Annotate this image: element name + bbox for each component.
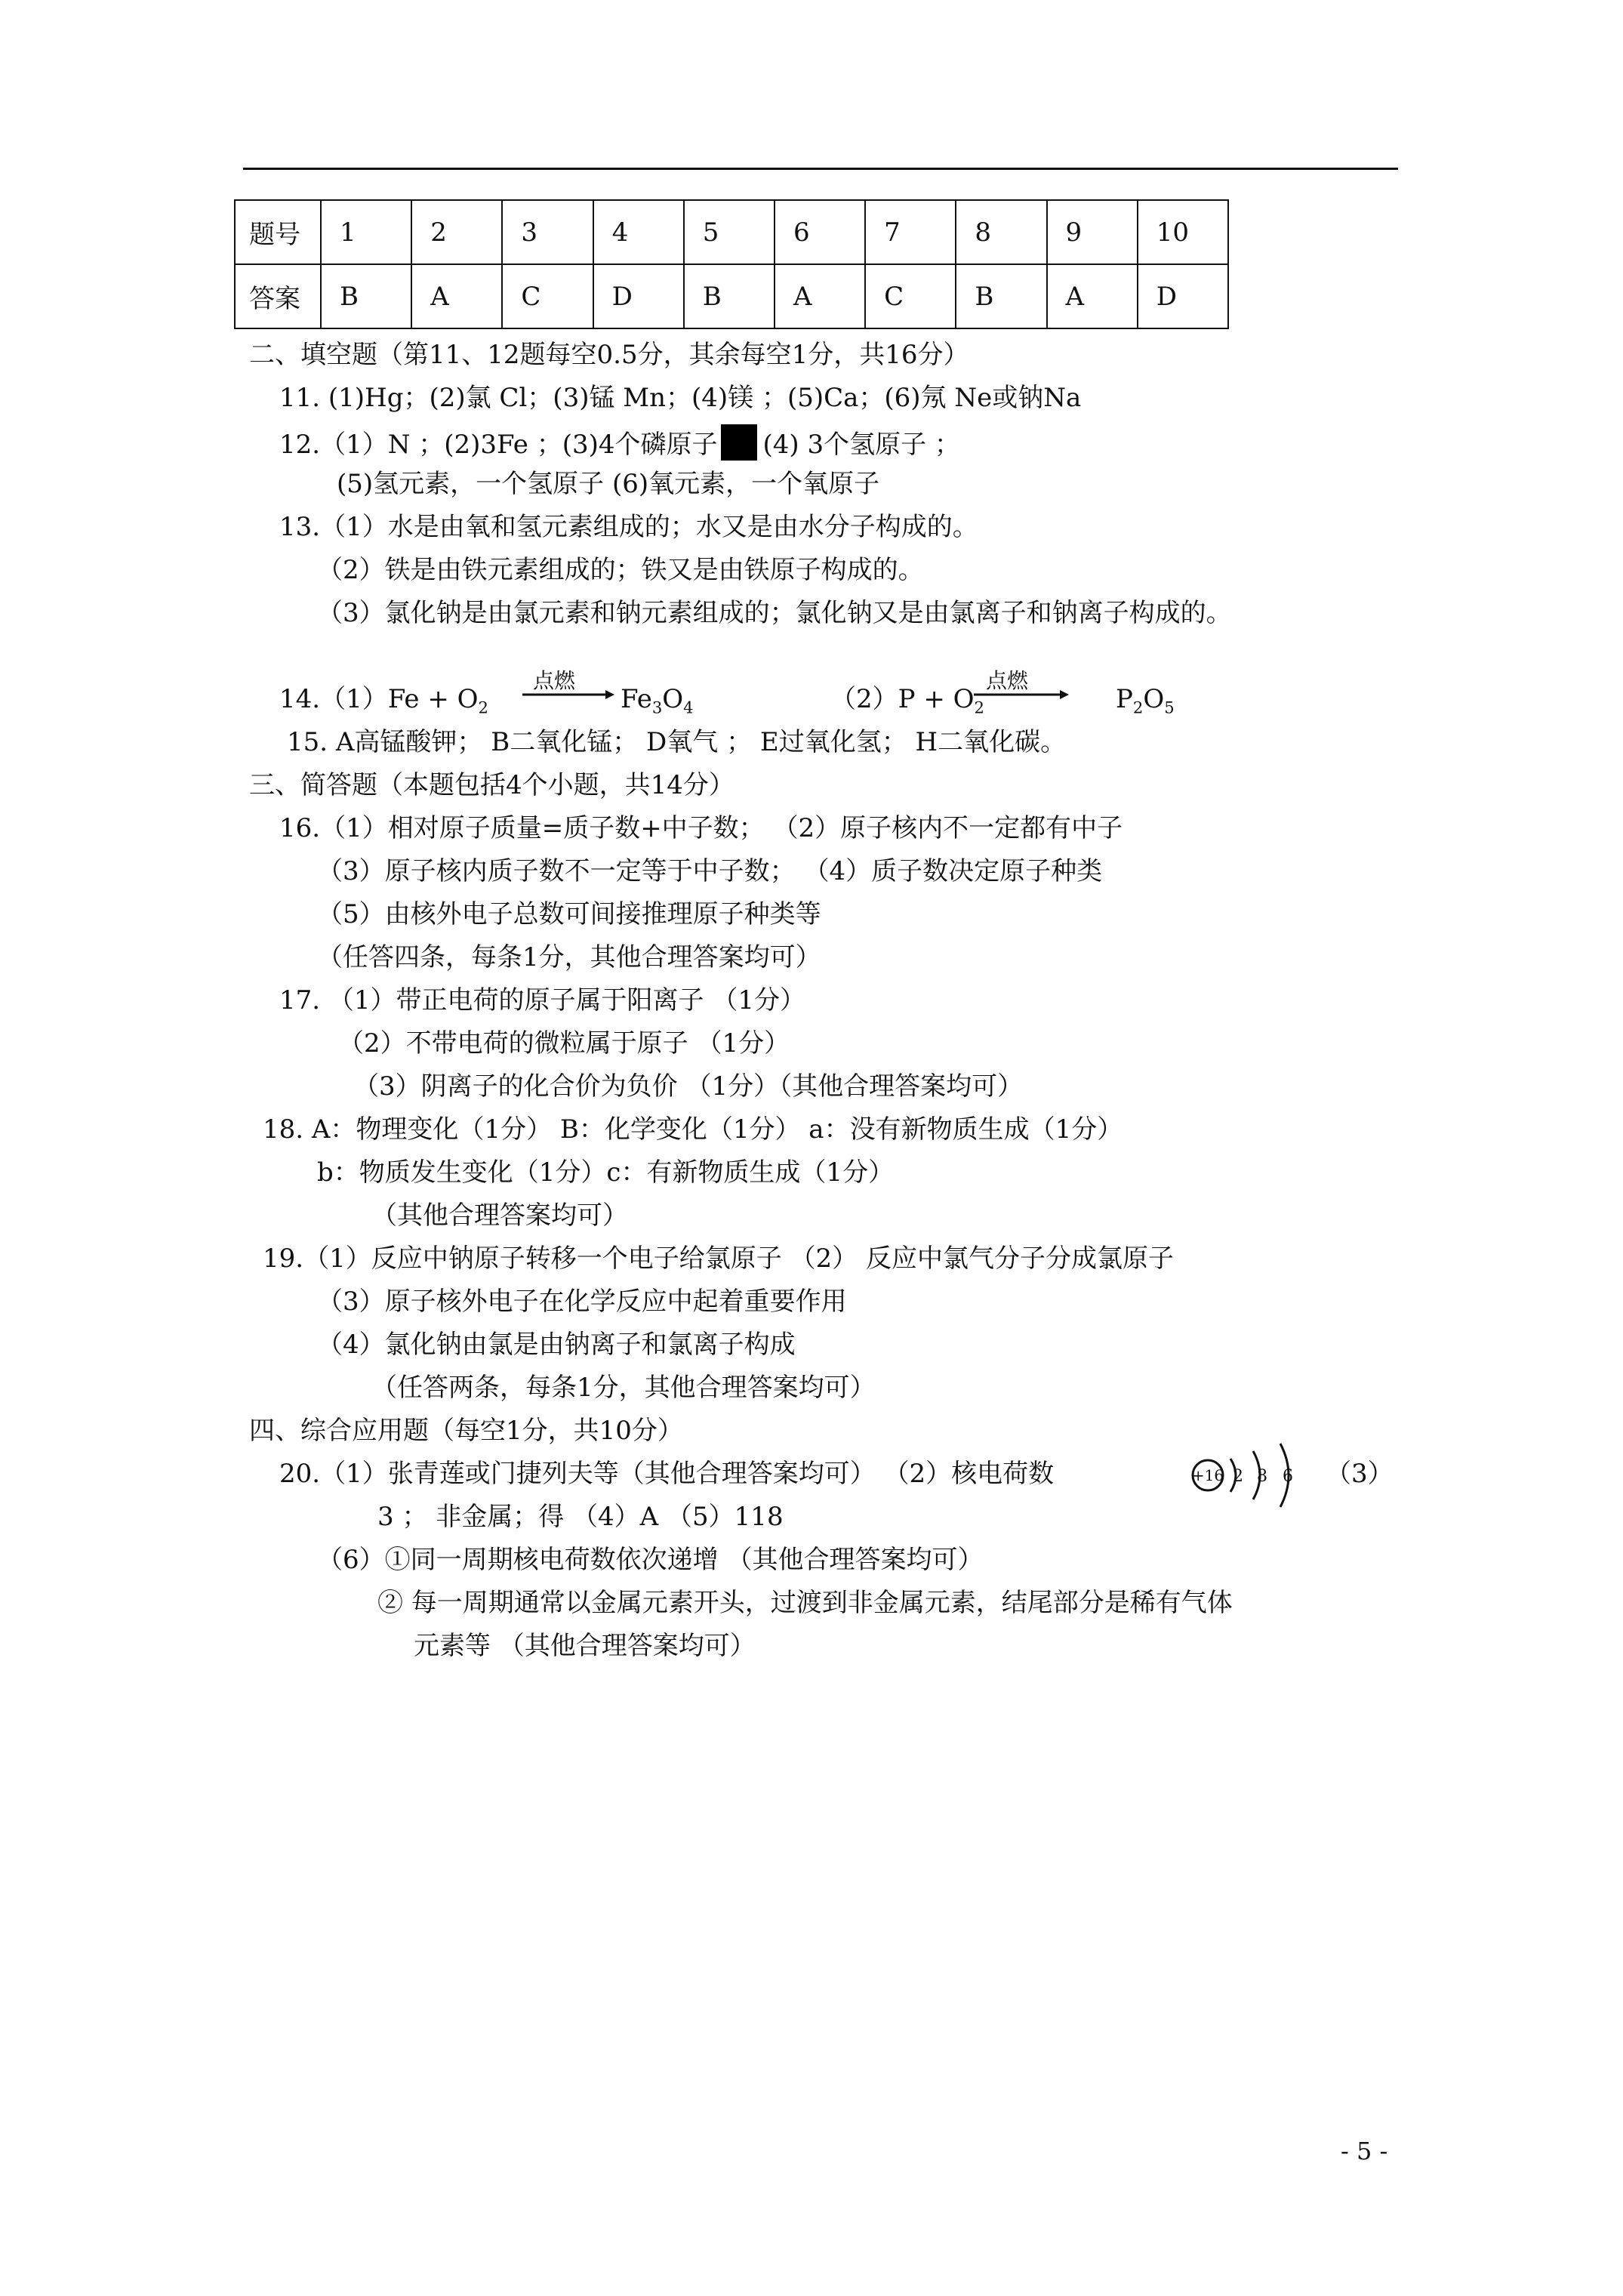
answer-20-5: 元素等 （其他合理答案均可） (414, 1631, 756, 1661)
answer-14-eq2-reactants (830, 683, 984, 716)
shell-electrons-2: 8 (1257, 1467, 1267, 1486)
answer-table (234, 199, 1229, 329)
answer-13-3: （3）氯化钠是由氯元素和钠元素组成的；氯化钠又是由氯离子和钠离子构成的。 (317, 598, 1232, 628)
table-cell: A (775, 264, 865, 328)
shell-electrons-3: 6 (1283, 1467, 1293, 1486)
eq2-sub5: 5 (1164, 698, 1175, 717)
eq2-reactants-text: （2）P + O (830, 684, 975, 714)
section-3-title: 三、简答题（本题包括4个小题，共14分） (249, 770, 735, 800)
answer-19-2: （3）原子核外电子在化学反应中起着重要作用 (317, 1287, 847, 1317)
section-2-title: 二、填空题（第11、12题每空0.5分，其余每空1分，共16分） (249, 340, 969, 370)
eq1-subscript: 2 (478, 698, 488, 717)
page-number: - 5 - (1341, 2137, 1388, 2165)
answer-13-2: （2）铁是由铁元素组成的；铁又是由铁原子构成的。 (317, 555, 924, 585)
answer-12-part2: (4) 3个氢原子 ； (762, 430, 960, 460)
answer-17-1: 17. （1）带正电荷的原子属于阳离子 （1分） (279, 985, 805, 1015)
table-cell: B (684, 264, 775, 328)
eq2-arrow-icon (972, 689, 1070, 701)
answer-18-2: b：物质发生变化（1分）c：有新物质生成（1分） (317, 1157, 895, 1188)
answer-17-3: （3）阴离子的化合价为负价 （1分）（其他合理答案均可） (353, 1071, 1024, 1102)
answer-20-4: ② 每一周期通常以金属元素开头，过渡到非金属元素，结尾部分是稀有气体 (377, 1588, 1233, 1618)
section-4-title: 四、综合应用题（每空1分，共10分） (249, 1416, 683, 1446)
answer-20-1-part3: （3） (1326, 1459, 1394, 1489)
eq2-subscript: 2 (974, 698, 984, 717)
answer-16-3: （5）由核外电子总数可间接推理原子种类等 (317, 899, 821, 929)
table-cell: A (411, 264, 502, 328)
table-cell: D (593, 264, 684, 328)
answer-19-3: （4）氯化钠由氯是由钠离子和氯离子构成 (317, 1330, 796, 1360)
redaction-box (721, 424, 757, 461)
eq1-condition: 点燃 (533, 668, 576, 693)
eq1-sub3: 3 (651, 698, 663, 717)
table-cell: 5 (684, 200, 775, 264)
eq2-product-p: P (1116, 684, 1133, 714)
table-cell: 7 (865, 200, 956, 264)
table-row-answers (235, 264, 1228, 328)
answer-19-4: （任答两条，每条1分，其他合理答案均可） (371, 1373, 876, 1403)
nucleus-charge: +16 (1191, 1466, 1224, 1484)
eq2-condition: 点燃 (986, 668, 1029, 693)
answer-12-part1: 12.（1）N ；(2)3Fe ；(3)4个磷原子 (279, 430, 718, 460)
answer-20-2: 3 ； 非金属；得 （4）A （5）118 (377, 1502, 784, 1532)
table-cell: D (1138, 264, 1228, 328)
table-cell: 1 (321, 200, 411, 264)
table-cell: C (502, 264, 593, 328)
answer-18-1: 18. A：物理变化（1分） B：化学变化（1分） a：没有新物质生成（1分） (263, 1114, 1123, 1145)
eq1-product-fe: Fe (621, 684, 652, 714)
table-row-numbers (235, 200, 1228, 264)
answer-18-3: （其他合理答案均可） (371, 1200, 628, 1231)
shell-electrons-1: 2 (1233, 1467, 1243, 1486)
eq2-sub2: 2 (1132, 698, 1144, 717)
table-cell: 8 (956, 200, 1046, 264)
answer-14-eq1-product (621, 683, 694, 716)
table-cell: 2 (411, 200, 502, 264)
table-answer-label: 答案 (235, 264, 321, 328)
table-cell: B (321, 264, 411, 328)
answer-12-line1 (279, 424, 960, 461)
answer-15: 15. A高锰酸钾； B二氧化锰； D氧气 ； E过氧化氢； H二氧化碳。 (287, 727, 1067, 757)
table-cell: 3 (502, 200, 593, 264)
table-cell: 9 (1047, 200, 1138, 264)
answer-19-1: 19.（1）反应中钠原子转移一个电子给氯原子 （2） 反应中氯气分子分成氯原子 (263, 1244, 1174, 1274)
eq1-reactants-text: 14.（1）Fe + O (279, 684, 479, 714)
table-cell: 4 (593, 200, 684, 264)
answer-20-1: 20.（1）张青莲或门捷列夫等（其他合理答案均可） （2）核电荷数 (279, 1459, 1055, 1489)
atom-structure-diagram (1188, 1441, 1315, 1510)
answer-12-line2: (5)氢元素，一个氢原子 (6)氧元素，一个氧原子 (337, 469, 880, 499)
answer-20-3: （6）①同一周期核电荷数依次递增 （其他合理答案均可） (317, 1545, 984, 1575)
eq1-sub4: 4 (683, 698, 694, 717)
answer-11: 11. (1)Hg；(2)氯 Cl；(3)锰 Mn；(4)镁 ；(5)Ca；(6)氖 Ne或钠Na (279, 383, 1082, 413)
answer-16-2: （3）原子核内质子数不一定等于中子数； （4）质子数决定原子种类 (317, 856, 1103, 886)
answer-14-eq2-product (1116, 683, 1175, 716)
eq1-product-o: O (662, 684, 684, 714)
answer-17-2: （2）不带电荷的微粒属于原子 （1分） (338, 1028, 790, 1059)
answer-14-eq1-reactants (279, 683, 488, 716)
table-cell: 10 (1138, 200, 1228, 264)
table-cell: A (1047, 264, 1138, 328)
answer-16-4: （任答四条，每条1分，其他合理答案均可） (317, 942, 821, 972)
table-header-label: 题号 (235, 200, 321, 264)
eq1-arrow-icon (521, 689, 616, 701)
answer-16-1: 16.（1）相对原子质量=质子数+中子数； （2）原子核内不一定都有中子 (279, 813, 1123, 843)
header-rule (243, 168, 1398, 170)
table-cell: 6 (775, 200, 865, 264)
table-cell: C (865, 264, 956, 328)
answer-13-1: 13.（1）水是由氧和氢元素组成的；水又是由水分子构成的。 (279, 512, 978, 542)
table-cell: B (956, 264, 1046, 328)
eq2-product-o: O (1143, 684, 1165, 714)
